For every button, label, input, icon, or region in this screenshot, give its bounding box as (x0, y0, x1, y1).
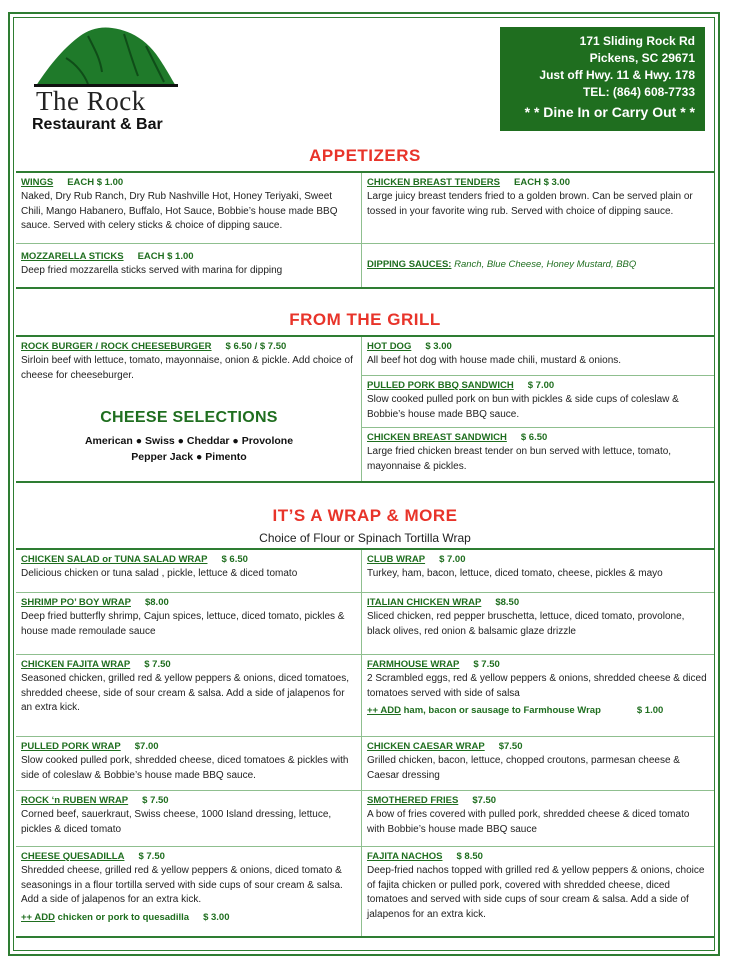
menu-item-pulled-pork-sandwich (362, 375, 714, 427)
item-price: $ 6.50 (221, 554, 248, 565)
grill-grid (16, 335, 714, 483)
menu-item-fajita-nachos (362, 847, 714, 936)
logo-subtitle: Restaurant & Bar (32, 116, 163, 133)
item-price: $8.50 (495, 597, 520, 608)
menu-item-ruben-wrap (16, 791, 362, 846)
addon-text: chicken or pork to quesadilla (57, 911, 190, 923)
menu-item-hotdog (362, 337, 714, 375)
addon-label: ++ ADD (367, 705, 401, 716)
item-price: $ 7.00 (439, 554, 466, 565)
item-price: $ 8.50 (456, 851, 483, 862)
item-name: ITALIAN CHICKEN WRAP (367, 597, 482, 608)
cheese-selections-title: CHEESE SELECTIONS (100, 409, 278, 426)
menu-item-club-wrap (362, 550, 714, 592)
phone-line: TEL: (864) 608-7733 (582, 85, 695, 99)
item-name: PULLED PORK BBQ SANDWICH (367, 380, 514, 391)
item-price: $ 7.50 (142, 795, 169, 806)
menu-row (16, 550, 714, 592)
item-description: Corned beef, sauerkraut, Swiss cheese, 1000 Island dressing, lettuce, pickles & diced tomato (21, 809, 332, 835)
menu-row (16, 173, 714, 243)
section-title-appetizers: APPETIZERS (309, 146, 421, 165)
menu-item-quesadilla (16, 847, 362, 936)
item-description: Shredded cheese, grilled red & yellow peppers & onions, diced tomato & seasonings in a flour tortilla served with side cups of sour cream & salsa. Add a side of jalapenos for an extra kick. (21, 865, 343, 905)
item-price: $ 7.50 (473, 659, 500, 670)
menu-row (16, 592, 714, 654)
item-name: CLUB WRAP (367, 554, 426, 565)
item-name: WINGS (21, 177, 54, 188)
item-price: $7.50 (472, 795, 497, 806)
addon-price: $ 1.00 (636, 705, 664, 716)
item-price: $ 6.50 / $ 7.50 (225, 341, 287, 352)
menu-item-mozzarella (16, 244, 362, 287)
wraps-subtitle: Choice of Flour or Spinach Tortilla Wrap (259, 531, 471, 545)
addon-text: ham, bacon or sausage to Farmhouse Wrap (403, 705, 601, 716)
item-name: SMOTHERED FRIES (367, 795, 459, 806)
item-description: Slow cooked pulled pork, shredded cheese, diced tomatoes & pickles with side of coleslaw & Bobbie’s house made BBQ sauce. (21, 755, 349, 781)
item-description: Grilled chicken, bacon, lettuce, chopped croutons, parmesan cheese & Caesar dressing (367, 755, 680, 781)
item-name: FAJITA NACHOS (367, 851, 443, 862)
item-description: Seasoned chicken, grilled red & yellow peppers & onions, diced tomatoes, shredded cheese, side of sour cream & salsa. Add a side of jalapenos for an extra kick. (21, 673, 349, 713)
section-title-grill: FROM THE GRILL (289, 310, 441, 329)
item-description: Slow cooked pulled pork on bun with pickles & side cups of coleslaw & Bobbie’s house made BBQ sauce. (367, 394, 679, 420)
address-line: 171 Sliding Rock Rd (579, 34, 695, 48)
item-price: $ 7.50 (144, 659, 171, 670)
section-title-wraps: IT’S A WRAP & MORE (272, 506, 458, 525)
item-price: $8.00 (144, 597, 169, 608)
item-name: HOT DOG (367, 341, 412, 352)
item-name: CHICKEN SALAD or TUNA SALAD WRAP (21, 554, 208, 565)
menu-item-italian-wrap (362, 593, 714, 654)
cheese-list (16, 433, 362, 465)
item-name: SHRIMP PO’ BOY WRAP (21, 597, 131, 608)
menu-row (16, 790, 714, 846)
item-name: ROCK BURGER / ROCK CHEESEBURGER (21, 341, 212, 352)
menu-row (16, 736, 714, 790)
item-name: ROCK ‘n RUBEN WRAP (21, 795, 129, 806)
item-description: Large juicy breast tenders fried to a golden brown. Can be served plain or tossed in your favorite wing rub. Served with choice of dipping sauce. (367, 191, 693, 217)
item-price: $7.50 (498, 741, 523, 752)
item-description: A bow of fries covered with pulled pork, shredded cheese & diced tomato with Bobbie’s house made BBQ sauce (367, 809, 690, 835)
appetizers-grid (16, 171, 714, 289)
item-description: Sirloin beef with lettuce, tomato, mayonnaise, onion & pickle. Add choice of cheese for cheeseburger. (21, 355, 353, 381)
logo-name: The Rock (36, 86, 146, 116)
wraps-grid (16, 548, 714, 938)
item-name: CHICKEN BREAST SANDWICH (367, 432, 507, 443)
item-description: Sliced chicken, red pepper bruschetta, lettuce, diced tomato, provolone, black olives, red onion & balsamic glaze drizzle (367, 611, 685, 637)
item-name: CHICKEN FAJITA WRAP (21, 659, 131, 670)
menu-item-farmhouse-wrap (362, 655, 714, 736)
item-price: EACH $ 1.00 (67, 177, 124, 188)
dine-note: * * Dine In or Carry Out * * (524, 104, 695, 120)
item-name: FARMHOUSE WRAP (367, 659, 460, 670)
menu-item-chicken-sandwich (362, 427, 714, 481)
dipping-label: DIPPING SAUCES: (367, 259, 452, 270)
item-name: CHICKEN BREAST TENDERS (367, 177, 501, 188)
cheese-line: American ● Swiss ● Cheddar ● Provolone (84, 435, 294, 447)
item-price: $ 7.00 (527, 380, 555, 391)
menu-item-tenders (362, 173, 714, 243)
menu-row (16, 654, 714, 736)
menu-row (16, 846, 714, 936)
item-description: Naked, Dry Rub Ranch, Dry Rub Nashville Hot, Honey Teriyaki, Sweet Chili, Mango Habanero, Buffalo, Hot Sauce, Bobbie’s house made BBQ sauce. Served with celery sticks & choice of dipping sauce. (21, 191, 338, 231)
dipping-text: Ranch, Blue Cheese, Honey Mustard, BBQ (454, 259, 637, 270)
item-price: $ 7.50 (138, 851, 165, 862)
addon-label: ++ ADD (21, 911, 55, 923)
address-box (500, 27, 705, 131)
menu-item-smothered-fries (362, 791, 714, 846)
menu-item-shrimp-wrap (16, 593, 362, 654)
address-line: Pickens, SC 29671 (589, 51, 695, 65)
item-price: $ 3.00 (425, 341, 452, 352)
addon-price: $ 3.00 (203, 911, 230, 923)
item-price: EACH $ 1.00 (137, 251, 194, 262)
item-description: Deep fried mozzarella sticks served with marina for dipping (21, 265, 283, 276)
cheese-line: Pepper Jack ● Pimento (131, 451, 247, 463)
item-description: Large fried chicken breast tender on bun served with lettuce, tomato, mayonnaise & pickles. (367, 446, 672, 472)
menu-item-pulled-pork-wrap (16, 737, 362, 790)
item-price: $7.00 (134, 741, 159, 752)
item-price: $ 6.50 (520, 432, 548, 443)
menu-item-wings (16, 173, 362, 243)
menu-item-chicken-salad-wrap (16, 550, 362, 592)
item-name: CHICKEN CAESAR WRAP (367, 741, 485, 752)
item-description: Deep fried butterfly shrimp, Cajun spices, lettuce, diced tomato, pickles & house made remoulade sauce (21, 611, 345, 637)
item-description: 2 Scrambled eggs, red & yellow peppers & onions, shredded cheese & diced tomatoes served with side of salsa (367, 673, 707, 699)
item-price: EACH $ 3.00 (514, 177, 570, 188)
item-name: MOZZARELLA STICKS (21, 251, 124, 262)
item-description: Deep-fried nachos topped with grilled red & yellow peppers & onions, choice of fajita chicken or pulled pork, covered with shredded cheese, diced tomatoes and served with side cups of sour cream & salsa. Add a side of jalapenos for an extra kick. (367, 865, 705, 920)
item-description: Delicious chicken or tuna salad , pickle, lettuce & diced tomato (21, 568, 298, 579)
item-name: CHEESE QUESADILLA (21, 851, 125, 862)
item-description: All beef hot dog with house made chili, mustard & onions. (367, 355, 622, 366)
dipping-sauces (362, 244, 714, 287)
menu-item-caesar-wrap (362, 737, 714, 790)
menu-item-burger (16, 337, 362, 481)
address-line: Just off Hwy. 11 & Hwy. 178 (539, 68, 695, 82)
item-name: PULLED PORK WRAP (21, 741, 121, 752)
item-description: Turkey, ham, bacon, lettuce, diced tomato, cheese, pickles & mayo (367, 568, 663, 579)
menu-item-fajita-wrap (16, 655, 362, 736)
menu-row (16, 243, 714, 287)
